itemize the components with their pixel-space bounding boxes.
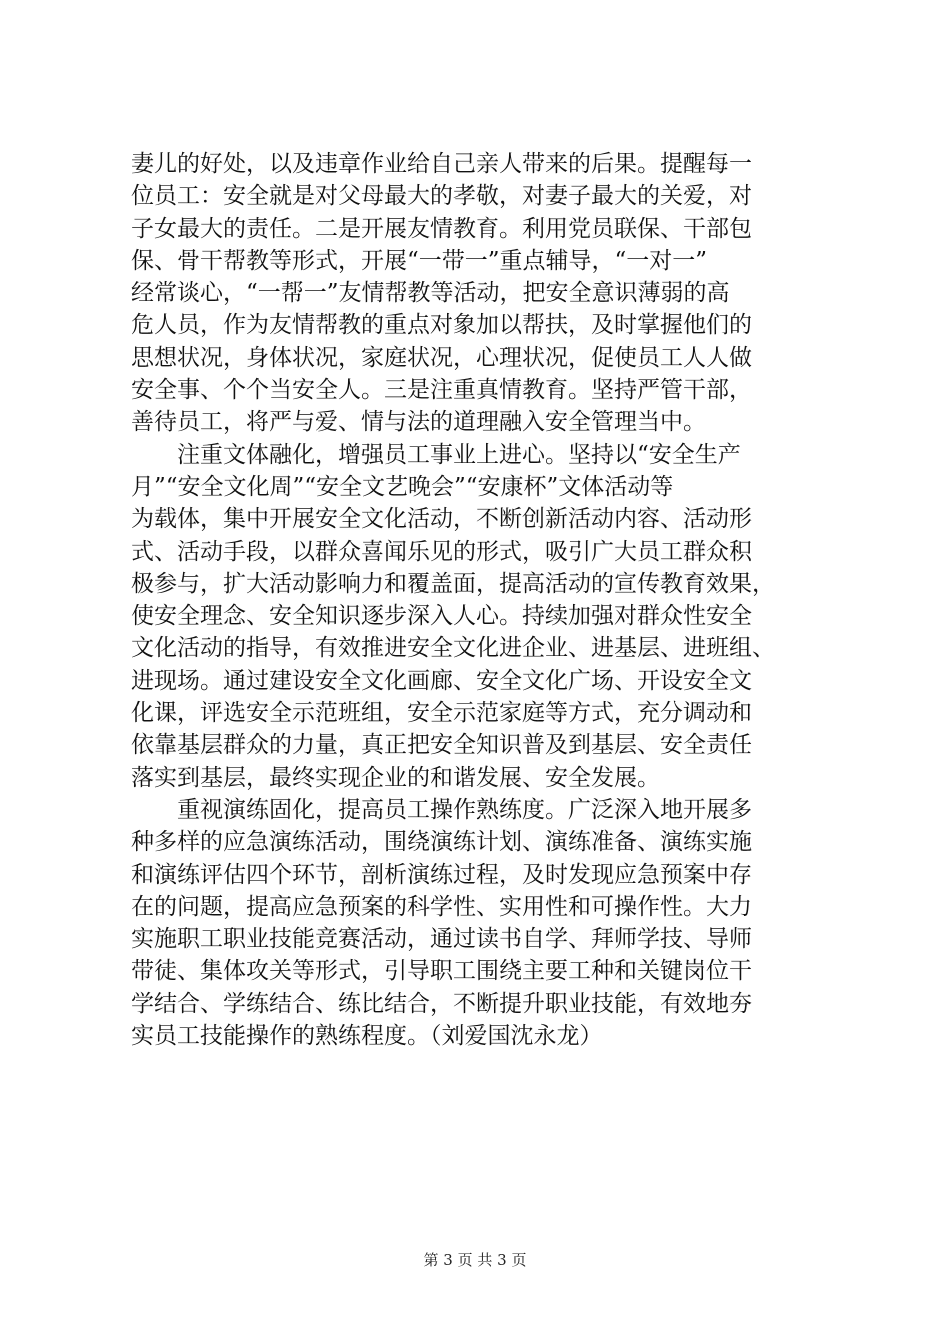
text-line: 经常谈心，“一帮一”友情帮教等活动，把安全意识薄弱的高 (131, 280, 730, 307)
text-line: 危人员，作为友情帮教的重点对象加以帮扶，及时掌握他们的 (131, 312, 752, 339)
body-text (131, 148, 831, 1052)
text-line: 进现场。通过建设安全文化画廊、安全文化广场、开设安全文 (131, 667, 752, 694)
text-line: 注重文体融化，增强员工事业上进心。坚持以“安全生产 (131, 441, 741, 468)
text-line: 重视演练固化，提高员工操作熟练度。广泛深入地开展多 (131, 796, 752, 823)
text-line: 为载体，集中开展安全文化活动，不断创新活动内容、活动形 (131, 506, 752, 533)
text-line: 位员工：安全就是对父母最大的孝敬，对妻子最大的关爱，对 (131, 183, 752, 210)
text-line: 思想状况，身体状况，家庭状况，心理状况，促使员工人人做 (131, 344, 752, 371)
text-line: 带徒、集体攻关等形式，引导职工围绕主要工种和关键岗位干 (131, 958, 752, 985)
text-line: 式、活动手段，以群众喜闻乐见的形式，吸引广大员工群众积 (131, 538, 752, 565)
text-line: 学结合、学练结合、练比结合，不断提升职业技能，有效地夯 (131, 990, 752, 1017)
text-line: 使安全理念、安全知识逐步深入人心。持续加强对群众性安全 (131, 603, 752, 630)
text-line: 保、骨干帮教等形式，开展“一带一”重点辅导，“一对一” (131, 247, 708, 274)
text-line: 善待员工，将严与爱、情与法的道理融入安全管理当中。 (131, 409, 706, 436)
page-number-footer: 第 3 页 共 3 页 (423, 1251, 527, 1269)
text-line: 和演练评估四个环节，剖析演练过程，及时发现应急预案中存 (131, 861, 752, 888)
text-line: 实施职工职业技能竞赛活动，通过读书自学、拜师学技、导师 (131, 926, 752, 953)
text-line: 在的问题，提高应急预案的科学性、实用性和可操作性。大力 (131, 893, 752, 920)
text-line: 种多样的应急演练活动，围绕演练计划、演练准备、演练实施 (131, 829, 752, 856)
text-line: 依靠基层群众的力量，真正把安全知识普及到基层、安全责任 (131, 732, 752, 759)
text-line: 文化活动的指导，有效推进安全文化进企业、进基层、进班组、 (131, 635, 775, 662)
text-line: 安全事、个个当安全人。三是注重真情教育。坚持严管干部， (131, 377, 752, 404)
text-line: 月”“安全文化周”“安全文艺晚会”“安康杯”文体活动等 (131, 473, 674, 500)
text-line: 实员工技能操作的熟练程度。（刘爱国沈永龙） (131, 1023, 603, 1050)
text-line: 子女最大的责任。二是开展友情教育。利用党员联保、干部包 (131, 215, 752, 242)
text-line: 落实到基层，最终实现企业的和谐发展、安全发展。 (131, 764, 660, 791)
text-line: 化课，评选安全示范班组，安全示范家庭等方式，充分调动和 (131, 700, 752, 727)
text-line: 妻儿的好处，以及违章作业给自己亲人带来的后果。提醒每一 (131, 151, 752, 177)
text-line: 极参与，扩大活动影响力和覆盖面，提高活动的宣传教育效果， (131, 570, 775, 597)
